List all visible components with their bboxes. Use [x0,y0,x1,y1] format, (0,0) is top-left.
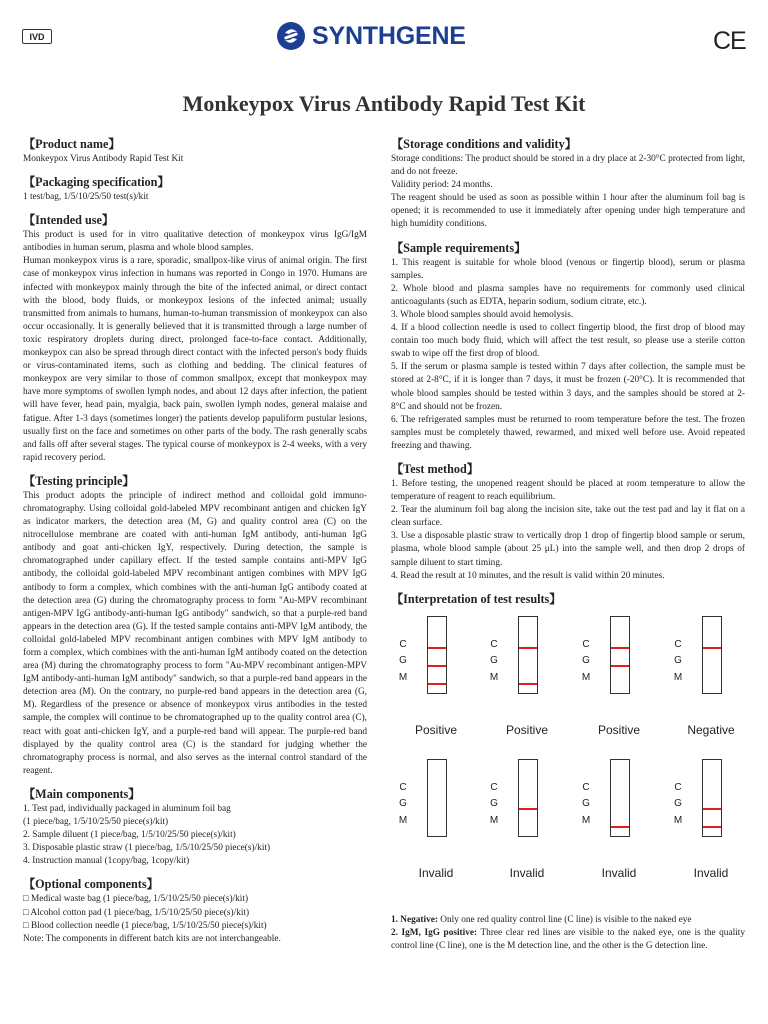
red-line-m [519,683,537,685]
strip-letter-c: C [674,638,682,650]
strip-letter-g: G [490,654,498,666]
test-strip-example [482,616,572,752]
paragraph: 5. If the serum or plasma sample is tested within 7 days after collection, the sample must be stored at 2-8°C, if it is longer than 7 days, it must be frozen (-20°C). It is recommended that whole blood samples should be tested within 3 days, and the samples should be stored at 2-8°C and should not be frozen. [391,362,745,412]
section [391,241,745,453]
strip-letter-m: M [489,671,499,683]
paragraph: This product is used for in vitro qualitative detection of monkeypox virus IgG/IgM antibodies in human serum, plasma and whole blood samples. [23,230,367,254]
paragraph: Human monkeypox virus is a rare, sporadic, smallpox-like virus of animal origin. The first case of monkeypox virus infection in humans was reported in Congo in 1970. Humans are infected with monkeypox mainly through the bite of the infected animal, or direct contact with the blood, body fluids, or monkeypox lesions of the infected animal; usually transmitted from animals to humans, human-to-human transmission of monkeypox can also occur occasionally. It is generally believed that it is transmitted through a large number of toxic respiratory droplets during direct, prolonged face-to-face contact. Additionally, monkeypox can also be spread through direct contact with the infected person's body fluids or virus-contaminated items, such as clothing and bedding. The clinical features of monkeypox are very similar to those of common smallpox, except that monkeypox may have more symptoms of swollen lymph nodes, and about 12 days after infection, the patient will have fever, head pain, myalgia, back pain, swollen lymph nodes, general malaise and fatigue. After 1-3 days (sometimes longer) the patients develop papuliform pustular lesions, usually first on the face and sometimes on other parts of the body. The rash generally scabs and falls off after several stages. The typical course of monkeypox is 2-4 weeks, with a very rapid recovery period. [23,256,367,463]
section [23,175,367,204]
synthgene-logo [276,21,466,51]
red-line-g [519,808,537,810]
strip-letter-c: C [399,638,407,650]
strip-letter-g: G [490,797,498,809]
section [23,787,367,868]
section-heading: 【Packaging specification】 [23,175,170,190]
paragraph: Monkeypox Virus Antibody Rapid Test Kit [23,154,184,164]
result-note [391,914,745,927]
result-note-text: Three clear red lines are visible to the naked eye, one is the quality control line (C line), one is the M detection line, and the other is the G detection line. [391,927,745,951]
page-title: Monkeypox Virus Antibody Rapid Test Kit [182,91,586,116]
strip-letter-g: G [399,654,407,666]
paragraph: 4. Read the result at 10 minutes, and the result is valid within 20 minutes. [391,570,665,581]
list-line: 4. Instruction manual (1copy/bag, 1copy/kit) [23,856,190,867]
list-line: (1 piece/bag, 1/5/10/25/50 piece(s)/kit) [23,817,169,828]
paragraph: Storage conditions: The product should be stored in a dry place at 2-30°C protected from light, and do not freeze. [391,154,745,178]
test-strip-example [482,759,572,895]
strip-letter-m: M [398,671,408,683]
test-strip [427,616,447,694]
paragraph: This product adopts the principle of indirect method and colloidal gold immuno-chromatography. Using colloidal gold-labeled MPV recombinant antigen and chicken IgY as indicator markers, the detection area (M, G) and quality control area (C) on the nitrocellulose membrane are coated with anti-human IgM antibody, anti-human IgG antibody and goat anti-chicken IgY, respectively. During detection, the sample is chromatographed under capillary effect. If the tested sample contains anti-MPV IgG antibody, the colloidal gold-labeled MPV recombinant antigen combines with MPV IgG antibody to form a complex, which combines with the anti-human IgG antibody coated at the detection area (G) during the chromatography process to form "Au-MPV recombinant antigen-MPV IgG antibody-anti-human IgG antibody" sandwich, so that a purple-red band appears in the detection area (G). If the tested sample contains anti-MPV IgM antibody, the colloidal gold-labeled MPV recombinant antigen combines with MPV IgM antibody to form a complex, which combines with the anti-human IgM antibody coated on the detection area (M) during the chromatography process to form "Au-MPV recombinant antigen-MPV IgM antibody-anti-human IgM antibody" sandwich, so that a purple-red band appears in the detection area (M). On the contrary, no purple-red band appears in the detection area (G, M). Regardless of the presence or absence of monkeypox virus antibodies in the tested sample, the complex will continue to be chromatographed up to the quality control area (C), react with goat anti-chicken IgY, and a purple-red band will appear. The purple-red band displayed by the quality control area (C) is the standard for judging whether the chromatography process is normal, and also serves as the internal control standard of the reagent. [23,490,367,776]
strip-letter-c: C [582,781,590,793]
result-label: Positive [505,722,549,737]
list-line: □ Medical waste bag (1 piece/bag, 1/5/10/25/50 piece(s)/kit) [23,894,249,905]
strip-letter-g: G [399,797,407,809]
ce-mark: CE [713,27,746,55]
red-line-c [519,647,537,649]
brand-name: SYNTHGENE [312,21,466,50]
test-strip-example [574,616,664,752]
list-line: 3. Disposable plastic straw (1 piece/bag, 1/5/10/25/50 piece(s)/kit) [23,843,271,854]
list-line: Note: The components in different batch kits are not interchangeable. [23,933,281,944]
paragraph: 2. Tear the aluminum foil bag along the incision site, take out the test pad and lay it flat on a clean surface. [391,505,745,529]
result-label: Invalid [418,865,454,880]
strip-letter-m: M [489,814,499,826]
left-column [23,137,367,955]
paragraph: 4. If a blood collection needle is used to collect fingertip blood, the first drop of blood may contain too much body fluid, which will affect the test result, so please use a sterile cotton swab to wipe off the first drop of blood. [391,323,745,360]
strip-letter-m: M [581,814,591,826]
red-line-m [428,683,446,685]
right-column [391,137,745,953]
red-line-c [428,647,446,649]
red-line-g [703,808,721,810]
result-label: Positive [414,722,458,737]
test-strip [610,759,630,837]
strip-letter-g: G [582,654,590,666]
strip-letter-c: C [490,638,498,650]
list-line: □ Blood collection needle (1 piece/bag, 1/5/10/25/50 piece(s)/kit) [23,920,267,931]
section [23,137,367,166]
red-line-c [703,647,721,649]
paragraph: 3. Use a disposable plastic straw to vertically drop 1 drop of fingertip blood sample or serum, plasma, whole blood sample (about 25 μL) into the sample well, and then drop 2 drops of sample diluent to start timing. [391,531,745,568]
test-strip [610,616,630,694]
strip-letter-g: G [674,797,682,809]
section-heading: 【Interpretation of test results】 [391,591,562,606]
section-heading: 【Product name】 [23,137,121,151]
list-line: □ Alcohol cotton pad (1 piece/bag, 1/5/10/25/50 piece(s)/kit) [23,907,250,918]
test-strip-example [391,616,481,752]
result-note-term: 2. IgM, IgG positive: [391,927,478,938]
result-notes [391,914,745,953]
section-heading: 【Optional components】 [23,877,159,892]
result-label: Negative [687,722,735,737]
list-line: 2. Sample diluent (1 piece/bag, 1/5/10/25/50 piece(s)/kit) [23,830,236,841]
test-strip-example [666,616,756,752]
section-heading: 【Storage conditions and validity】 [391,137,577,151]
test-strip [702,759,722,837]
paragraph: 1. Before testing, the unopened reagent should be placed at room temperature to allow the temperature of reagent to reach equilibrium. [391,478,745,503]
test-strip [518,616,538,694]
section-heading: 【Intended use】 [23,213,115,228]
red-line-g [611,665,629,667]
section [391,592,745,607]
strip-letter-m: M [581,671,591,683]
list-line: 1. Test pad, individually packaged in aluminum foil bag [23,803,231,814]
result-note-text: Only one red quality control line (C line) is visible to the naked eye [437,914,692,925]
strip-letter-g: G [582,797,590,809]
strip-letter-m: M [398,814,408,826]
strip-letter-c: C [399,781,407,793]
section [23,213,367,465]
red-line-c [611,647,629,649]
test-strip [702,616,722,694]
red-line-m [611,826,629,828]
section [391,137,745,232]
section [23,474,367,778]
strip-letter-c: C [582,638,590,650]
paragraph: 3. Whole blood samples should avoid hemolysis. [391,309,574,320]
result-note-term: 1. Negative: [391,914,438,925]
paragraph: 2. Whole blood and plasma samples have no requirements for commonly used clinical anticoagulants (such as EDTA, heparin sodium, sodium citrate, etc.). [391,283,745,307]
test-strip-example [391,759,481,895]
result-label: Positive [597,722,641,737]
result-label: Invalid [601,865,637,880]
section-heading: 【Test method】 [391,461,479,476]
strip-letter-g: G [674,654,682,666]
paragraph: Validity period: 24 months. [391,180,493,191]
section-heading: 【Main components】 [23,786,141,801]
strip-letter-m: M [673,814,683,826]
result-label: Invalid [509,865,545,880]
synthgene-logo-icon [276,21,306,51]
test-strip-example [574,759,664,895]
strip-letter-m: M [673,671,683,683]
section-heading: 【Sample requirements】 [391,240,527,255]
result-note [391,927,745,953]
section [391,462,745,583]
red-line-m [703,826,721,828]
test-results-diagram [391,616,745,914]
paragraph: 6. The refrigerated samples must be returned to room temperature before the test. The frozen samples must be completely thawed, rewarmed, and mixed well before use. Avoid repeated freezing and thawing. [391,414,745,451]
ivd-badge: IVD [22,29,52,44]
test-strip [427,759,447,837]
section [23,877,367,945]
strip-letter-c: C [674,781,682,793]
result-label: Invalid [693,865,729,880]
red-line-g [428,665,446,667]
paragraph: 1 test/bag, 1/5/10/25/50 test(s)/kit [23,192,149,203]
strip-letter-c: C [490,781,498,793]
test-strip [518,759,538,837]
section-heading: 【Testing principle】 [23,473,135,488]
paragraph: 1. This reagent is suitable for whole blood (venous or fingertip blood), serum or plasma samples. [391,257,745,281]
test-strip-example [666,759,756,895]
paragraph: The reagent should be used as soon as possible within 1 hour after the aluminum foil bag is opened; it is recommended to use it immediately after opening under high temperature and high humidity conditions. [391,193,745,230]
